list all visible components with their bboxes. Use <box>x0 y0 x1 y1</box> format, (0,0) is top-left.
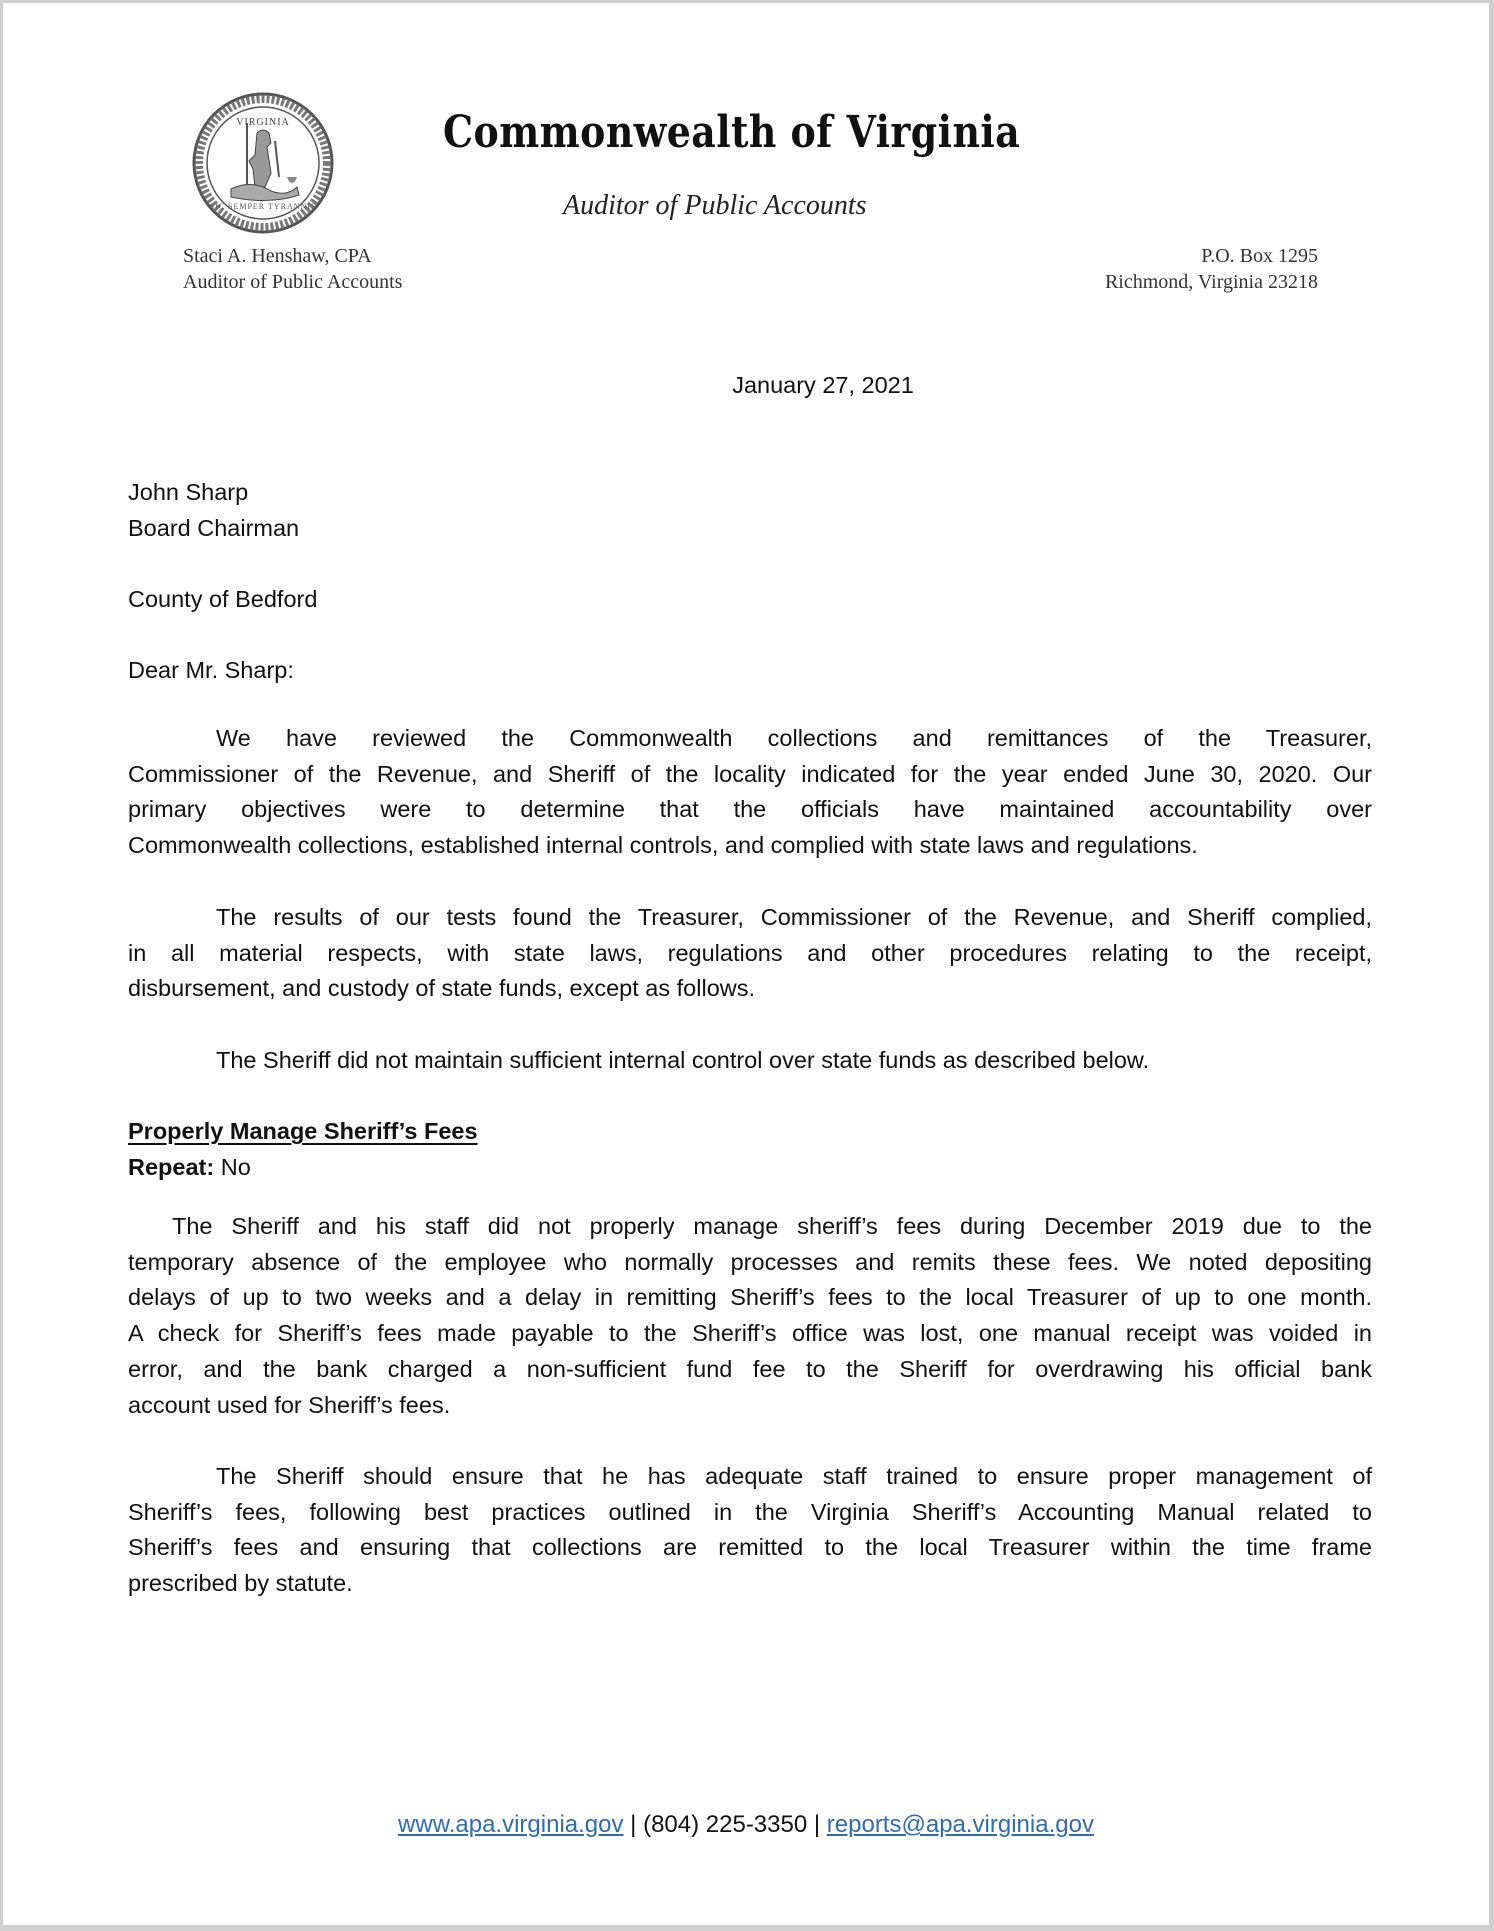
email-link[interactable]: reports@apa.virginia.gov <box>826 1811 1094 1838</box>
footer-separator: | <box>807 1811 827 1838</box>
phone-number: (804) 225-3350 <box>643 1811 808 1838</box>
paragraph-results <box>128 900 1372 1007</box>
recipient-title: Board Chairman <box>128 514 300 541</box>
text-line: delays of up to two weeks and a delay in remitting Sheriff’s fees to the local Treasurer of up to one month. <box>128 1284 1372 1311</box>
paragraph-review-scope <box>128 721 1372 864</box>
text-line: prescribed by statute. <box>128 1570 353 1597</box>
text-line: We have reviewed the Commonwealth collections and remittances of the Treasurer, <box>216 725 1372 751</box>
recipient-organization: County of Bedford <box>128 586 318 613</box>
finding-recommendation <box>128 1459 1372 1602</box>
text-line: disbursement, and custody of state funds, except as follows. <box>128 975 756 1002</box>
virginia-seal-icon <box>191 91 335 235</box>
repeat-label: Repeat: <box>128 1153 215 1180</box>
letter-date: January 27, 2021 <box>732 372 914 398</box>
text-line: temporary absence of the employee who normally processes and remits these fees. We noted depositing <box>128 1248 1372 1275</box>
letterhead-title: Commonwealth of Virginia <box>443 107 1021 158</box>
footer-contact <box>3 1809 1489 1841</box>
text-line: The Sheriff did not maintain sufficient internal control over state funds as described below. <box>216 1047 1150 1073</box>
auditor-name: Staci A. Henshaw, CPA <box>183 245 372 267</box>
text-line: primary objectives were to determine that the officials have maintained accountability over <box>128 796 1372 823</box>
auditor-block <box>183 243 402 295</box>
text-line: in all material respects, with state laws, regulations and other procedures relating to the receipt, <box>128 939 1372 966</box>
address-line-2: Richmond, Virginia 23218 <box>1104 271 1318 293</box>
repeat-line <box>128 1150 1372 1186</box>
finding-body <box>128 1209 1372 1423</box>
text-line: Sheriff’s fees and ensuring that collections are remitted to the local Treasurer within the time frame <box>128 1534 1372 1561</box>
text-line: Commissioner of the Revenue, and Sheriff of the locality indicated for the year ended June 30, 2020. Our <box>128 760 1372 787</box>
text-line: The Sheriff should ensure that he has adequate staff trained to ensure proper management of <box>216 1463 1372 1489</box>
finding-header <box>128 1114 1372 1185</box>
footer-separator: | <box>623 1811 644 1838</box>
mailing-address <box>1043 243 1318 295</box>
auditor-title: Auditor of Public Accounts <box>183 271 403 293</box>
recipient-block <box>128 475 317 689</box>
paragraph-exception <box>128 1043 1372 1079</box>
svg-text:SIC SEMPER TYRANNIS: SIC SEMPER TYRANNIS <box>209 202 317 211</box>
text-line: error, and the bank charged a non-sufficient fund fee to the Sheriff for overdrawing his official bank <box>128 1355 1372 1382</box>
letterhead-subtitle: Auditor of Public Accounts <box>563 190 867 221</box>
letter-page <box>3 3 1489 1925</box>
recipient-name: John Sharp <box>128 479 249 505</box>
text-line: account used for Sheriff’s fees. <box>128 1391 451 1418</box>
repeat-value: No <box>214 1153 251 1180</box>
text-line: Commonwealth collections, established internal controls, and complied with state laws and regulations. <box>128 832 1198 859</box>
text-line: A check for Sheriff’s fees made payable to the Sheriff’s office was lost, one manual receipt was voided in <box>128 1320 1372 1347</box>
text-line: The Sheriff and his staff did not properly manage sheriff’s fees during December 2019 due to the <box>172 1213 1372 1239</box>
finding-heading: Properly Manage Sheriff’s Fees <box>128 1118 478 1144</box>
text-line: Sheriff’s fees, following best practices outlined in the Virginia Sheriff’s Accounting Manual related to <box>128 1498 1372 1525</box>
svg-text:VIRGINIA: VIRGINIA <box>236 117 290 128</box>
text-line: The results of our tests found the Treasurer, Commissioner of the Revenue, and Sheriff complied, <box>216 904 1372 930</box>
website-link[interactable]: www.apa.virginia.gov <box>398 1811 624 1838</box>
salutation: Dear Mr. Sharp: <box>128 657 294 684</box>
address-line-1: P.O. Box 1295 <box>1201 245 1318 267</box>
